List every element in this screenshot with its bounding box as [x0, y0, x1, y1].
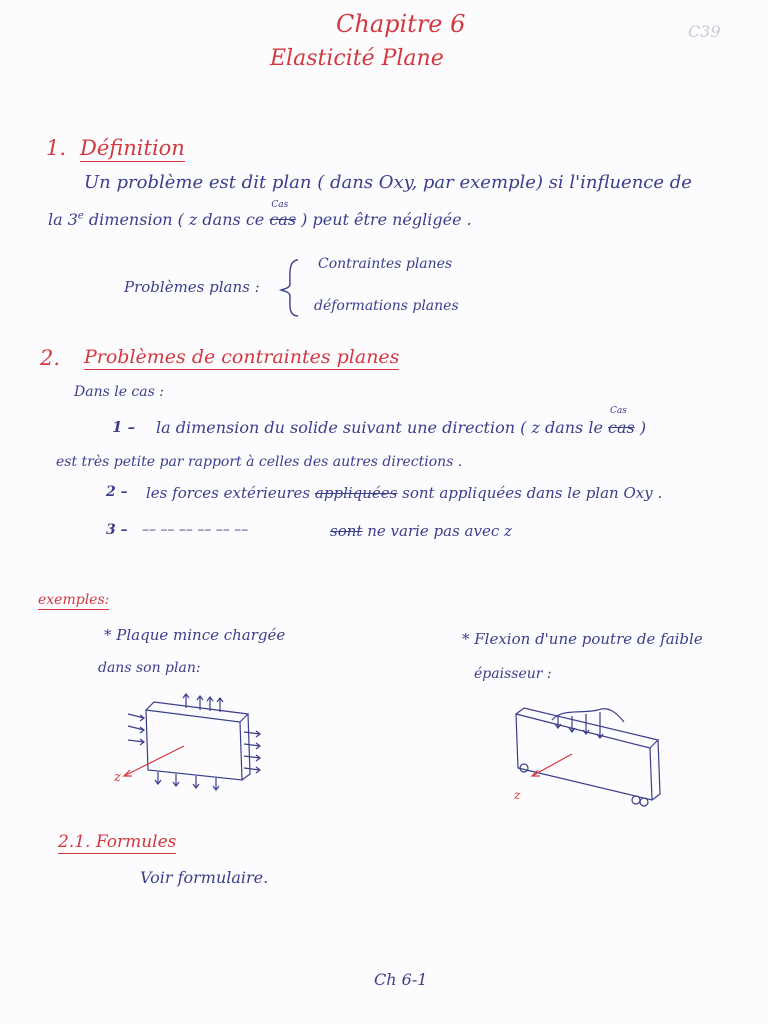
problem-type-2: déformations planes [314, 298, 459, 314]
struck-word-2: cas [608, 418, 635, 437]
item1-continuation: est très petite par rapport à celles des autres directions . [56, 454, 463, 470]
struck-word: cas [269, 210, 297, 229]
section2-number: 2. [40, 346, 61, 370]
example2-line2: épaisseur : [474, 666, 552, 682]
plate-figure [100, 690, 280, 820]
beam-z-axis-label: z [514, 788, 521, 802]
section21-text: Voir formulaire. [140, 868, 269, 887]
item2-text: les forces extérieures appliquées sont appliquées dans le plan Oxy . [146, 484, 663, 502]
item1-number: 1 – [112, 418, 136, 436]
example1-line2: dans son plan: [98, 660, 201, 676]
problems-label: Problèmes plans : [124, 278, 260, 296]
definition-line-1: Un problème est dit plan ( dans Oxy, par exemple) si l'influence de [84, 172, 692, 193]
item3-number: 3 – [106, 522, 128, 538]
page-number: Ch 6-1 [374, 970, 428, 989]
curly-brace-icon [278, 256, 302, 320]
plate-z-axis-label: z [114, 770, 121, 785]
example1-line1: * Plaque mince chargée [104, 626, 286, 644]
struck-word-3: appliquées [314, 484, 398, 502]
chapter-subtitle: Elasticité Plane [270, 46, 444, 71]
beam-figure [500, 694, 670, 814]
page-reference: C39 [688, 22, 721, 41]
item3-text: sont ne varie pas avec z [330, 522, 512, 540]
examples-label: exemples: [38, 592, 110, 608]
cas-correction: Cas [271, 200, 289, 210]
item3-ditto: –– –– –– –– –– –– [142, 522, 249, 538]
section2-heading: Problèmes de contraintes planes [84, 346, 400, 368]
item2-number: 2 – [106, 484, 128, 500]
section21-heading: 2.1. Formules [58, 832, 177, 852]
section2-intro: Dans le cas : [74, 384, 164, 400]
problem-type-1: Contraintes planes [318, 256, 453, 272]
chapter-title: Chapitre 6 [336, 10, 466, 38]
definition-line-2: la 3e dimension ( z dans ce Cas cas ) peut être négligée . [48, 200, 472, 229]
section1-number: 1. [46, 136, 67, 160]
example2-line1: * Flexion d'une poutre de faible [462, 630, 703, 648]
struck-word-4: sont [330, 522, 363, 540]
section1-heading: Définition [80, 136, 185, 160]
cas-correction-2: Cas [610, 406, 627, 416]
item1-text: la dimension du solide suivant une direction ( z dans le Cas cas ) [156, 406, 647, 437]
